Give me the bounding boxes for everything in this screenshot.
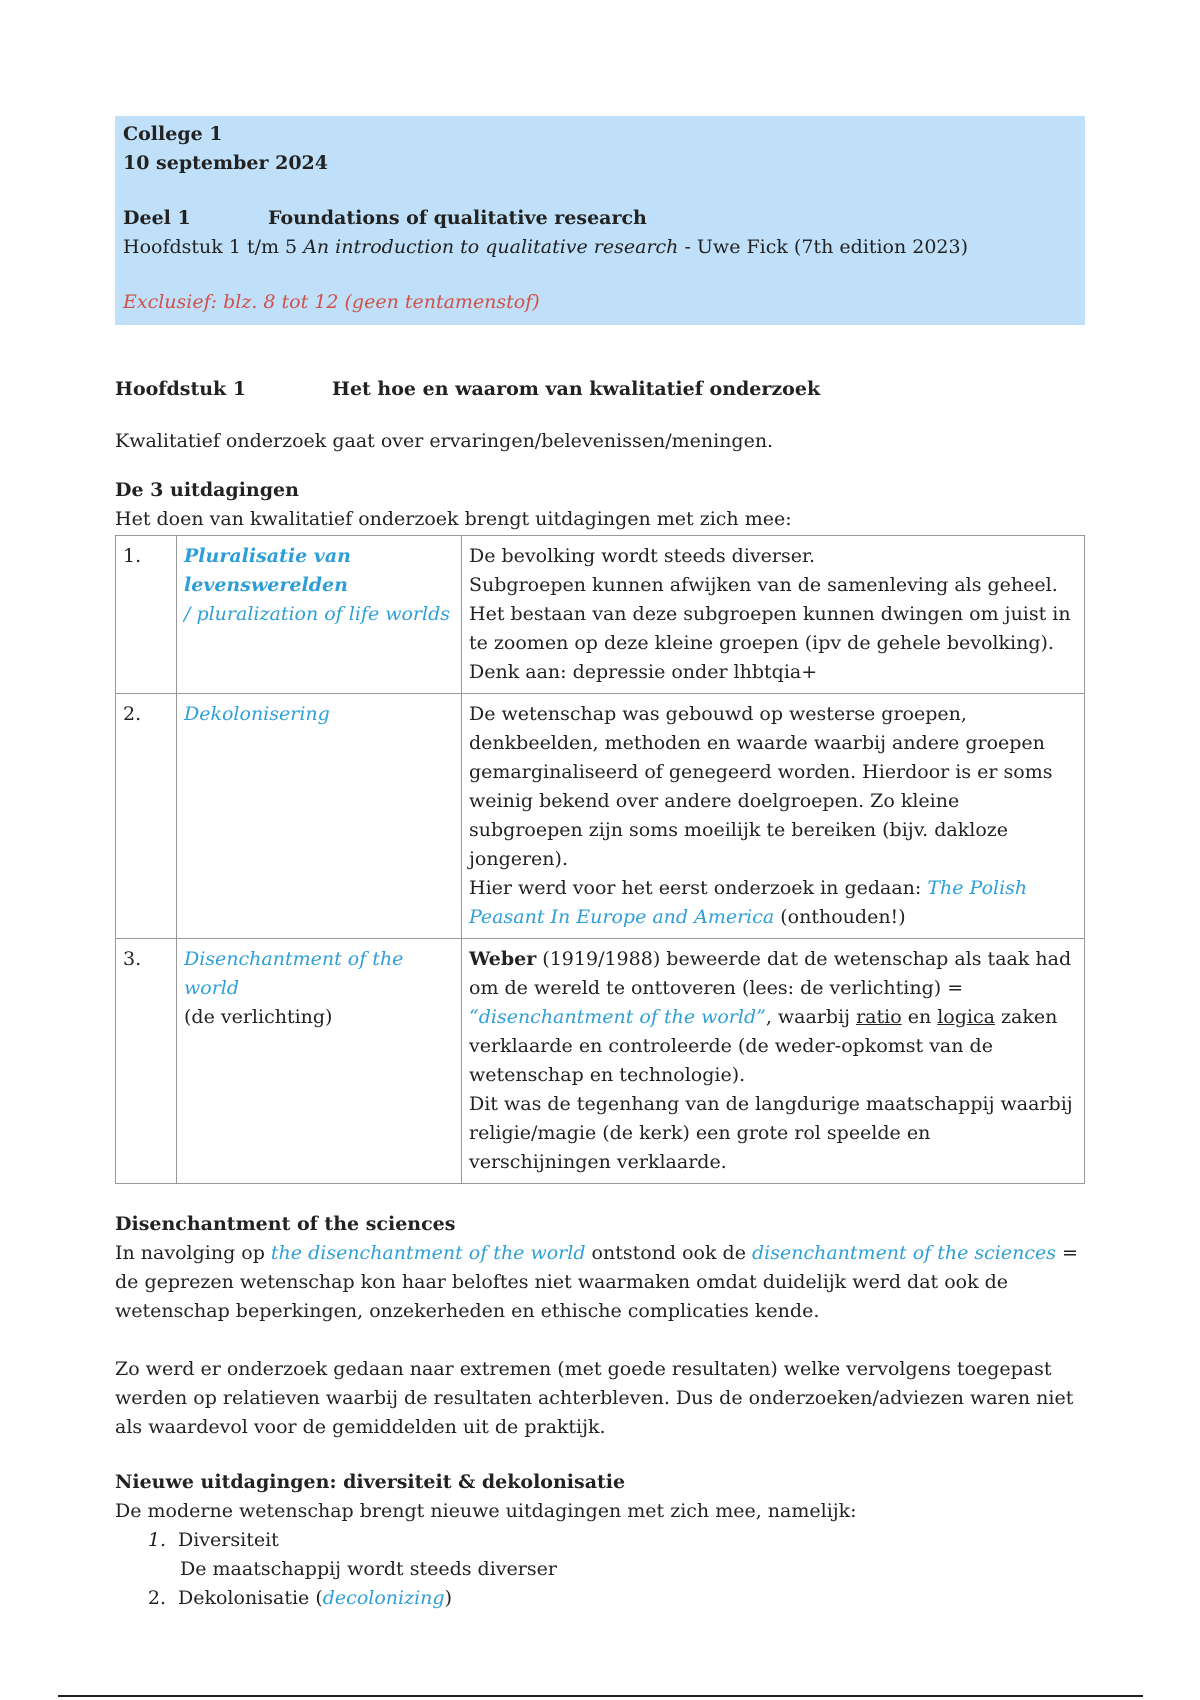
row-number: 3. [116,939,177,1184]
row-description: Weber (1919/1988) beweerde dat de wetenschap als taak had om de wereld te onttoveren (lees: de verlichting) = “disenchantment of the world”, waarbij ratio en logica zaken verklaarde en controleerde (de weder-opkomst van de wetenschap en technologie). Dit was de tegenhang van de langdurige maatschappij waarbij religie/magie (de kerk) een grote rol speelde en verschijningen verklaarde. [462,939,1085,1184]
exclusion-note: Exclusief: blz. 8 tot 12 (geen tentamenstof) [123,291,540,313]
chapter-label: Hoofdstuk 1 [115,378,247,400]
row-description: De wetenschap was gebouwd op westerse groepen, denkbeelden, methoden en waarde waarbij andere groepen gemarginaliseerd of genegeerd worden. Hierdoor is er soms weinig bekend over andere doelgroepen. Zo kleine subgroepen zijn soms moeilijk te bereiken (bijv. dakloze jongeren). Hier werd voor het eerst onderzoek in gedaan: The Polish Peasant In Europe and America (onthouden!) [462,694,1085,939]
challenges-lead: Het doen van kwalitatief onderzoek brengt uitdagingen met zich mee: [115,508,792,530]
new-challenges-lead: De moderne wetenschap brengt nieuwe uitdagingen met zich mee, namelijk: [115,1500,857,1522]
row-number: 2. [116,694,177,939]
row-title: Disenchantment of the world [184,948,404,999]
new-challenges-heading: Nieuwe uitdagingen: diversiteit & dekolonisatie [115,1471,626,1493]
row-title: Dekolonisering [184,703,330,725]
intro-paragraph: Kwalitatief onderzoek gaat over ervaringen/belevenissen/meningen. [115,430,774,452]
row-subtitle: (de verlichting) [184,1006,333,1028]
challenges-heading: De 3 uitdagingen [115,479,299,501]
list-item: 1. Diversiteit [147,1529,279,1551]
table-row [116,939,1085,1184]
new-challenges-list [115,1526,1085,1613]
author-name: Weber [469,948,537,970]
part-heading [123,204,1077,233]
row-subtitle: / pluralization of life worlds [184,603,450,625]
chapter-heading [115,375,1085,404]
table-row [116,536,1085,694]
source-line: Hoofdstuk 1 t/m 5 An introduction to qualitative research - Uwe Fick (7th edition 2023) [123,236,969,258]
row-number: 1. [116,536,177,694]
row-title: Pluralisatie van levenswerelden [184,545,351,596]
disenchantment-paragraph-2: Zo werd er onderzoek gedaan naar extremen (met goede resultaten) welke vervolgens toegepast werden op relatieven waarbij de resultaten achterbleven. Dus de onderzoeken/adviezen waren niet als waardevol voor de gemiddelden uit de praktijk. [115,1358,1074,1438]
page-bottom-rule [58,1695,1143,1697]
list-item-detail: De maatschappij wordt steeds diverser [180,1558,557,1580]
college-number: College 1 [123,123,223,145]
part-label: Deel 1 [123,207,191,229]
disenchantment-paragraph-1: In navolging op the disenchantment of the world ontstond ook de disenchantment of the sciences = de geprezen wetenschap kon haar beloftes niet waarmaken omdat duidelijk werd dat ook de wetenschap beperkingen, onzekerheden en ethische complicaties kende. [115,1242,1078,1322]
college-date: 10 september 2024 [123,152,328,174]
part-title: Foundations of qualitative research [268,207,647,229]
chapter-title: Het hoe en waarom van kwalitatief onderzoek [332,378,821,400]
header-box [115,116,1085,325]
row-title-cell [177,939,462,1184]
challenges-table [115,535,1085,1184]
book-reference: The Polish Peasant In Europe and America [469,877,1028,928]
disenchantment-heading: Disenchantment of the sciences [115,1213,456,1235]
list-item: 2. Dekolonisatie (decolonizing) [147,1587,452,1609]
document-page [115,116,1085,1613]
row-title-cell [177,536,462,694]
table-row [116,694,1085,939]
source-book-title: An introduction to qualitative research [303,236,679,258]
row-title-cell [177,694,462,939]
row-description: De bevolking wordt steeds diverser. Subgroepen kunnen afwijken van de samenleving als geheel. Het bestaan van deze subgroepen kunnen dwingen om juist in te zoomen op deze kleine groepen (ipv de gehele bevolking). Denk aan: depressie onder lhbtqia+ [462,536,1085,694]
